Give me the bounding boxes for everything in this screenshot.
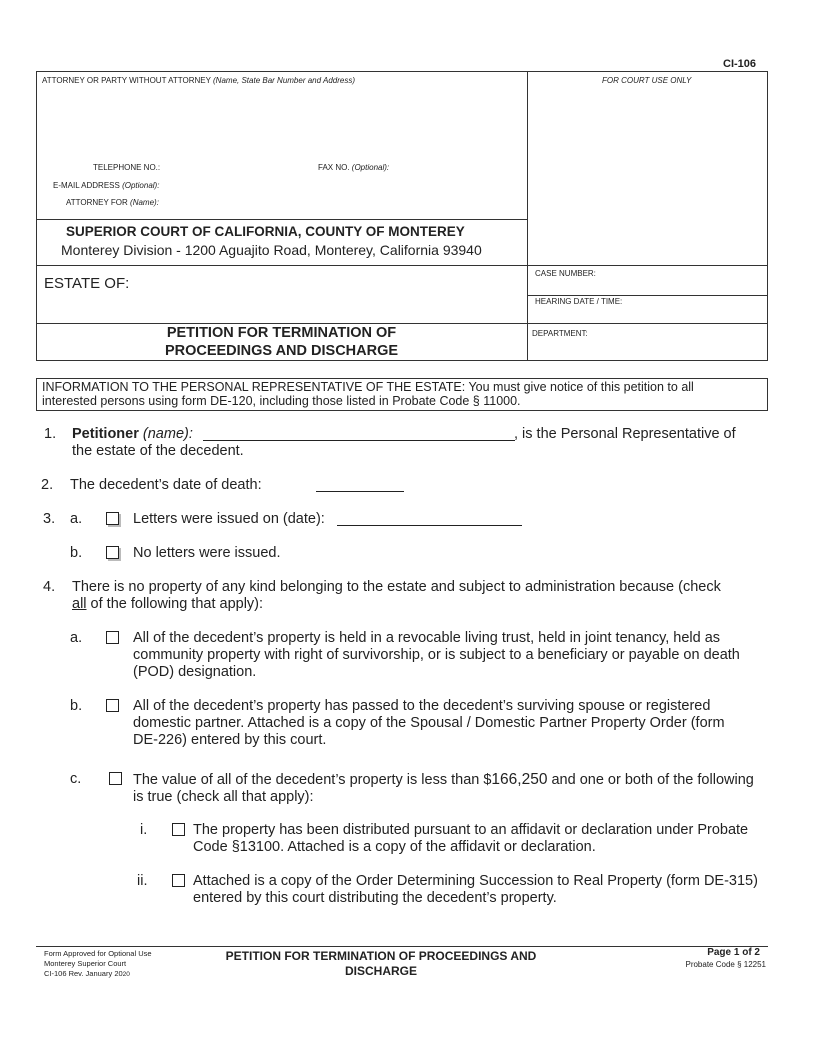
item4-b-letter: b. <box>70 698 83 714</box>
item4-c-letter: c. <box>70 771 82 787</box>
item4-c-text: The value of all of the decedent’s property is less than $166,250 and one or both of the following is true (check all that apply): <box>133 771 754 805</box>
item1-suffix: , is the Personal Representative of <box>514 426 736 442</box>
item4-c-ii-text: Attached is a copy of the Order Determining Succession to Real Property (form DE-315) entered by this court distributing the decedent’s property. <box>193 873 758 906</box>
item1-num: 1. <box>44 426 57 442</box>
item1-label: Petitioner (name): <box>72 426 193 442</box>
item3-num: 3. <box>43 511 56 527</box>
item4-c-ii-num: ii. <box>137 873 148 889</box>
estate-of-label: ESTATE OF: <box>44 275 130 292</box>
probate-code: Probate Code § 12251 <box>685 960 766 969</box>
email-label: E-MAIL ADDRESS (Optional): <box>53 181 160 190</box>
caption-box <box>36 71 768 361</box>
notice-text: INFORMATION TO THE PERSONAL REPRESENTATIVE OF THE ESTATE: You must give notice of this petition to all interested persons using form DE-120, including those listed in Probate Code § 11000. <box>42 380 694 408</box>
item4-c-i-num: i. <box>140 822 148 838</box>
item4-a-text: All of the decedent’s property is held in a revocable living trust, held in joint tenancy, held as community property with right of survivorship, or is subject to a beneficiary or payable on death (POD) designation. <box>133 630 740 680</box>
succession-order-checkbox[interactable] <box>172 874 185 887</box>
item2-text: The decedent’s date of death: <box>70 477 262 493</box>
court-address: Monterey Division - 1200 Aguajito Road, Monterey, California 93940 <box>61 242 482 258</box>
footer-left: Form Approved for Optional Use Monterey Superior Court CI-106 Rev. January 2020 <box>44 949 152 978</box>
item4-num: 4. <box>43 579 56 595</box>
footer-rule <box>36 946 768 947</box>
item4-a-letter: a. <box>70 630 83 646</box>
fax-label: FAX NO. (Optional): <box>318 163 390 172</box>
affidavit-checkbox[interactable] <box>172 823 185 836</box>
form-title: PETITION FOR TERMINATION OF PROCEEDINGS AND DISCHARGE <box>164 325 399 359</box>
letters-date-field[interactable] <box>337 525 522 526</box>
telephone-label: TELEPHONE NO.: <box>93 163 161 172</box>
trust-property-checkbox[interactable] <box>106 631 119 644</box>
footer-title: PETITION FOR TERMINATION OF PROCEEDINGS AND DISCHARGE <box>225 949 537 978</box>
item3-b-text: No letters were issued. <box>133 545 281 561</box>
item1-line2: the estate of the decedent. <box>72 443 244 459</box>
item2-num: 2. <box>41 477 54 493</box>
item4-b-text: All of the decedent’s property has passed to the decedent’s surviving spouse or registered domestic partner. Attached is a copy of the Spousal / Domestic Partner Property Order (form DE-226) entered by this court. <box>133 698 725 748</box>
letters-issued-checkbox[interactable] <box>106 512 119 525</box>
item4-c-i-text: The property has been distributed pursuant to an affidavit or declaration under Probate Code §13100. Attached is a copy of the affidavit or declaration. <box>193 822 749 855</box>
item3-a-letter: a. <box>70 511 83 527</box>
date-of-death-field[interactable] <box>316 491 404 492</box>
department-label: DEPARTMENT: <box>532 329 588 338</box>
item3-a-text: Letters were issued on (date): <box>133 511 325 527</box>
case-number-label: CASE NUMBER: <box>535 269 596 278</box>
item3-b-letter: b. <box>70 545 83 561</box>
court-name: SUPERIOR COURT OF CALIFORNIA, COUNTY OF MONTEREY <box>66 224 465 239</box>
form-id: CI-106 <box>723 58 757 70</box>
small-estate-checkbox[interactable] <box>109 772 122 785</box>
page-number: Page 1 of 2 <box>707 947 760 958</box>
no-letters-checkbox[interactable] <box>106 546 119 559</box>
attorney-label: ATTORNEY OR PARTY WITHOUT ATTORNEY (Name, State Bar Number and Address) <box>42 76 355 85</box>
hearing-label: HEARING DATE / TIME: <box>535 297 623 306</box>
petitioner-name-field[interactable] <box>203 440 515 441</box>
spouse-property-checkbox[interactable] <box>106 699 119 712</box>
caption-divider <box>527 71 528 361</box>
court-use-label: FOR COURT USE ONLY <box>602 76 692 85</box>
item4-intro: There is no property of any kind belonging to the estate and subject to administration because (check all of the following that apply): <box>72 579 721 612</box>
attorney-for-label: ATTORNEY FOR (Name): <box>66 198 159 207</box>
